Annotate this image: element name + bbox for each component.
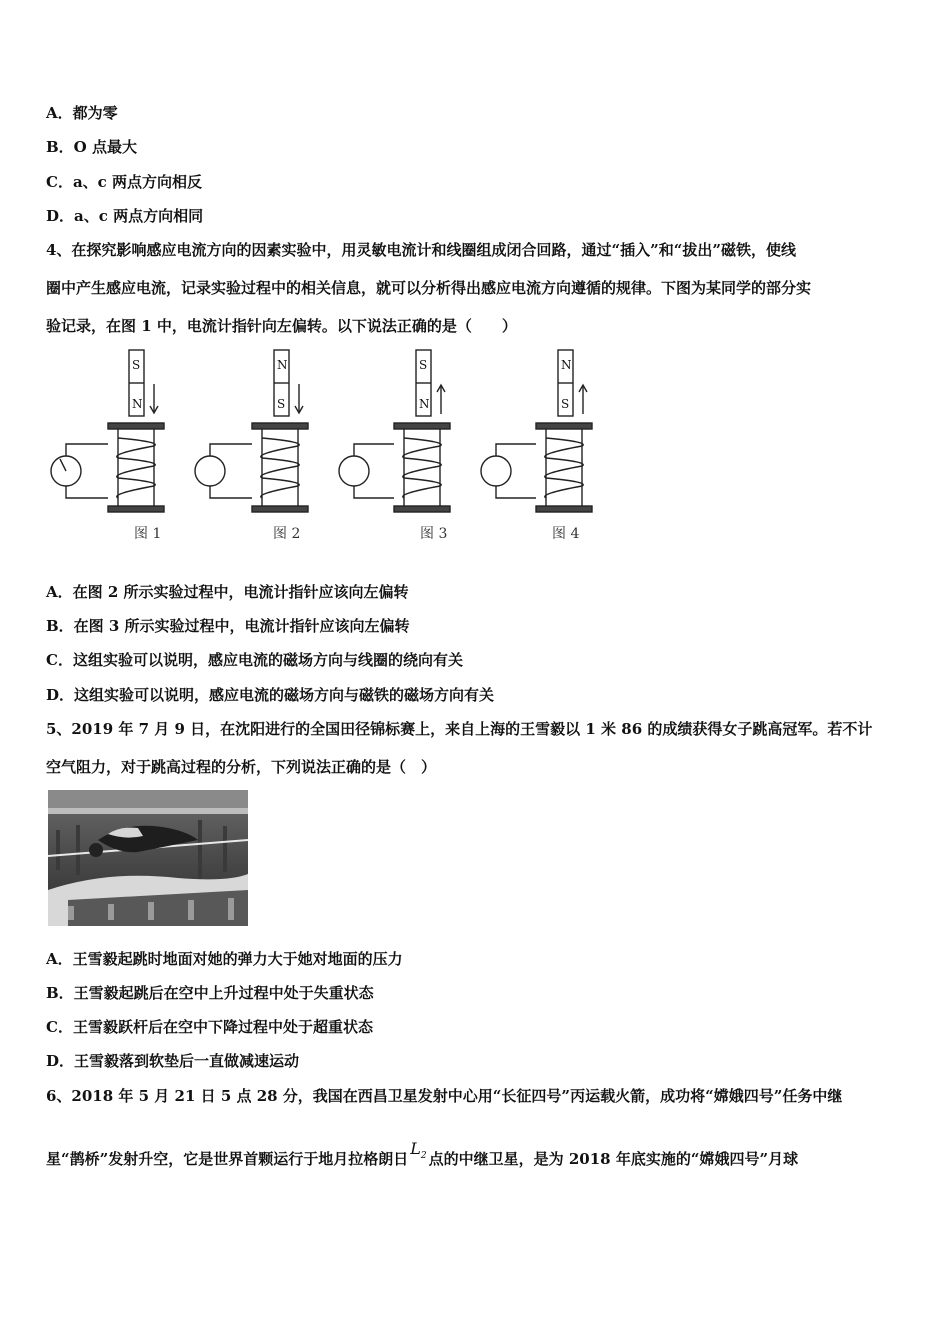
fig4-top-pole: N xyxy=(561,358,572,372)
q3-option-c: C．a、c 两点方向相反 xyxy=(46,173,203,191)
q4-stem-line-1: 4、在探究影响感应电流方向的因素实验中，用灵敏电流计和线圈组成闭合回路，通过“插入”和“拔出”磁铁，使线 xyxy=(46,241,796,259)
q5-stem-line-2: 空气阻力，对于跳高过程的分析，下列说法正确的是（ ） xyxy=(46,758,437,776)
fig3-top-pole: S xyxy=(419,358,428,372)
fig3-bottom-pole: N xyxy=(419,397,430,411)
q3-option-b: B．O 点最大 xyxy=(46,138,137,156)
q4-option-d: D．这组实验可以说明，感应电流的磁场方向与磁铁的磁场方向有关 xyxy=(46,686,495,704)
q5-option-c: C．王雪毅跃杆后在空中下降过程中处于超重状态 xyxy=(46,1018,373,1036)
fig2-caption: 图 2 xyxy=(273,526,301,542)
lagrange-point-symbol xyxy=(410,1139,427,1162)
q5-option-a: A．王雪毅起跳时地面对她的弹力大于她对地面的压力 xyxy=(46,950,403,968)
l-subscript: 2 xyxy=(420,1151,427,1162)
fig2-bottom-pole: S xyxy=(277,397,286,411)
q5-option-d: D．王雪毅落到软垫后一直做减速运动 xyxy=(46,1052,300,1070)
q3-option-a: A．都为零 xyxy=(46,104,118,122)
q5-stem-line-1: 5、2019 年 7 月 9 日，在沈阳进行的全国田径锦标赛上，来自上海的王雪毅以 1 米 86 的成绩获得女子跳高冠军。若不计 xyxy=(46,720,873,738)
q4-stem-line-3: 验记录，在图 1 中，电流计指针向左偏转。以下说法正确的是（ ） xyxy=(46,317,517,335)
figure-4 xyxy=(481,350,592,512)
q6-line2-after: 点的中继卫星，是为 2018 年底实施的“嫦娥四号”月球 xyxy=(428,1150,799,1168)
fig2-top-pole: N xyxy=(277,358,288,372)
high-jump-photo xyxy=(48,790,248,926)
fig4-bottom-pole: S xyxy=(561,397,570,411)
fig1-caption: 图 1 xyxy=(134,526,162,542)
q3-option-d: D．a、c 两点方向相同 xyxy=(46,207,204,225)
q4-option-b: B．在图 3 所示实验过程中，电流计指针应该向左偏转 xyxy=(46,617,410,635)
q6-stem-line-1: 6、2018 年 5 月 21 日 5 点 28 分，我国在西昌卫星发射中心用“长征四号”丙运载火箭，成功将“嫦娥四号”任务中继 xyxy=(46,1087,843,1105)
coil-experiment-figure xyxy=(46,346,616,546)
q5-option-b: B．王雪毅起跳后在空中上升过程中处于失重状态 xyxy=(46,984,374,1002)
q6-line2-before: 星“鹊桥”发射升空，它是世界首颗运行于地月拉格朗日 xyxy=(46,1150,409,1168)
q6-stem-line-2 xyxy=(46,1139,799,1171)
l-symbol: L xyxy=(410,1139,421,1158)
fig3-caption: 图 3 xyxy=(420,526,448,542)
figure-1 xyxy=(51,350,164,512)
q4-option-a: A．在图 2 所示实验过程中，电流计指针应该向左偏转 xyxy=(46,583,409,601)
fig1-top-pole: S xyxy=(132,358,141,372)
q4-option-c: C．这组实验可以说明，感应电流的磁场方向与线圈的绕向有关 xyxy=(46,651,463,669)
fig4-caption: 图 4 xyxy=(552,526,580,542)
figure-3 xyxy=(339,350,450,512)
fig1-bottom-pole: N xyxy=(132,397,143,411)
q4-stem-line-2: 圈中产生感应电流，记录实验过程中的相关信息，就可以分析得出感应电流方向遵循的规律。下图为某同学的部分实 xyxy=(46,279,812,297)
figure-2 xyxy=(195,350,308,512)
